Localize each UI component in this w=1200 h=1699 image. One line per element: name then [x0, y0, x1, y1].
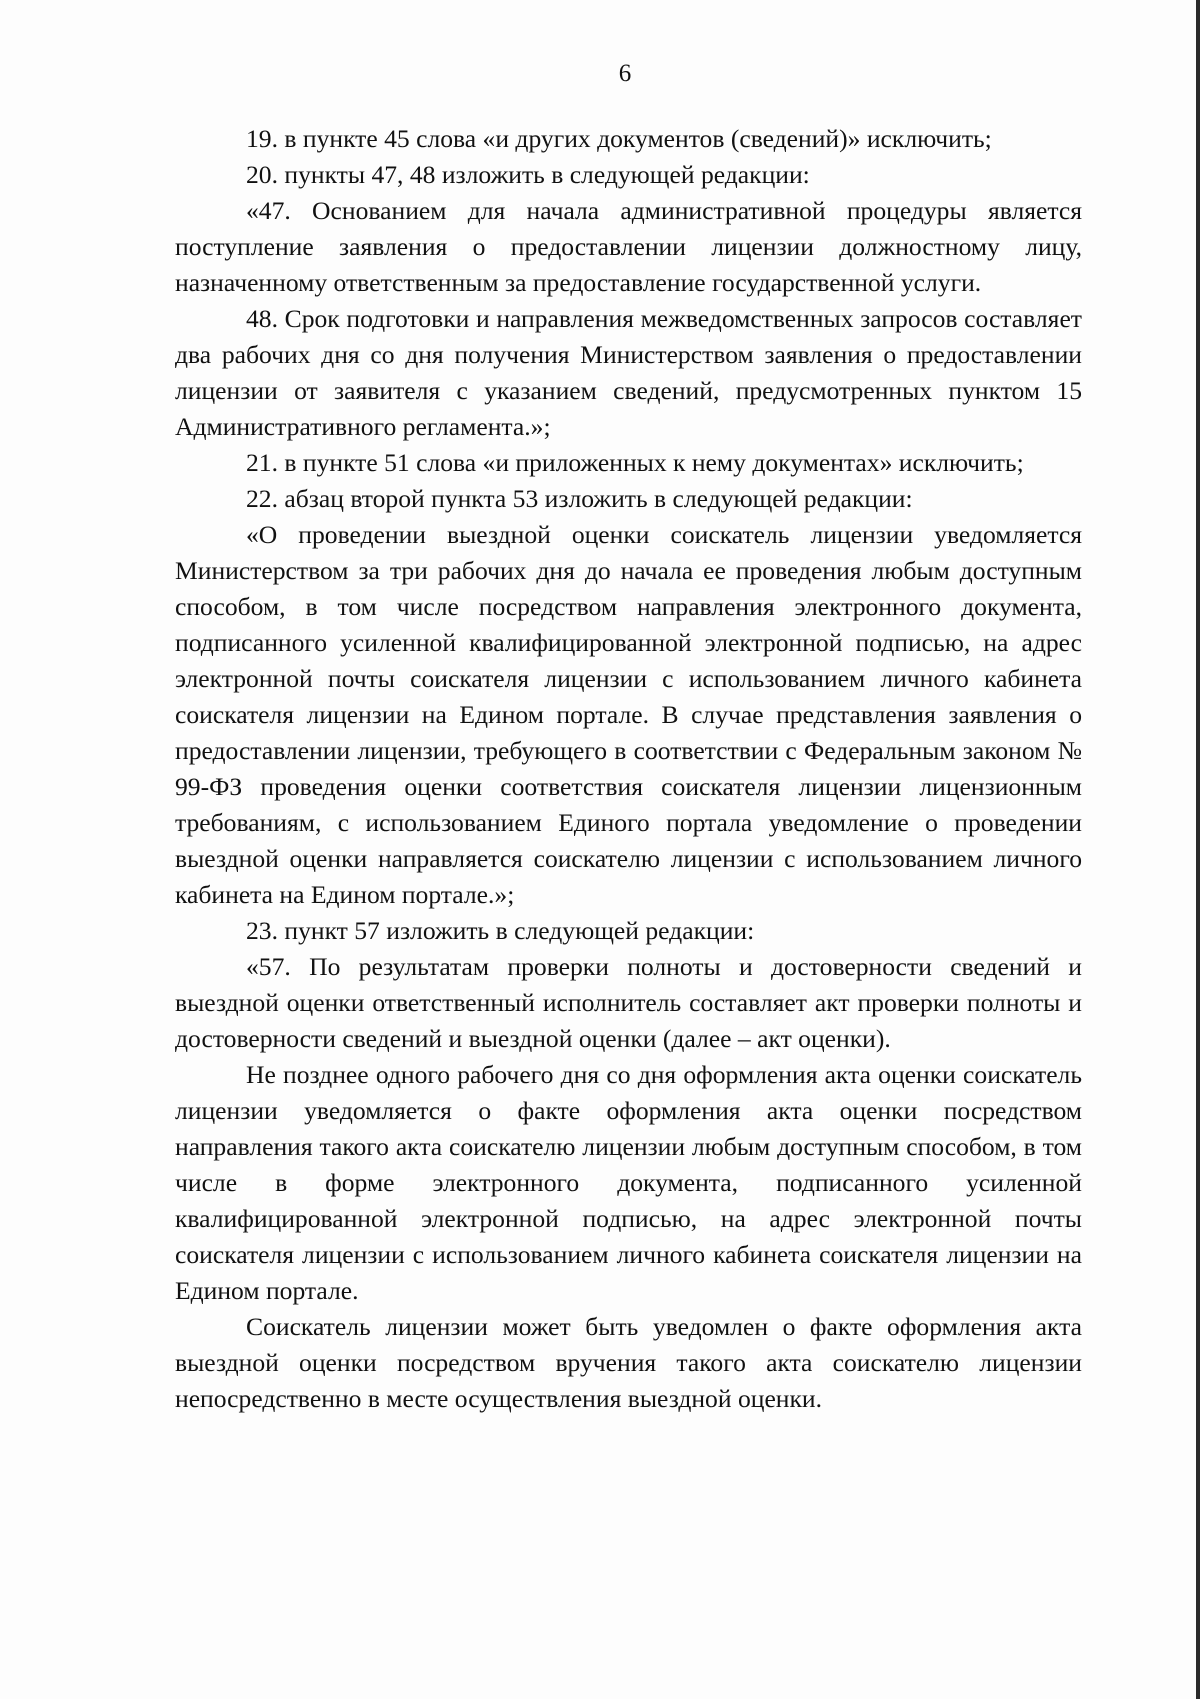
paragraph-item-23: 23. пункт 57 изложить в следующей редакции: [246, 916, 755, 945]
scan-edge-divider [1196, 0, 1200, 1699]
paragraph-item-20: 20. пункты 47, 48 изложить в следующей редакции: [246, 160, 810, 189]
paragraph-item-19: 19. в пункте 45 слова «и других документов (сведений)» исключить; [246, 124, 992, 153]
paragraph-notification: Не позднее одного рабочего дня со дня оформления акта оценки соискатель лицензии уведомляется о факте оформления акта оценки посредством направления такого акта соискателю лицензии любым доступным способом, в том числе в форме электронного документа, подписанного усиленной квалифицированной электронной подписью, на адрес электронной почты соискателя лицензии с использованием личного кабинета соискателя лицензии на Едином портале. [175, 1060, 1082, 1305]
paragraph-quote-53: «О проведении выездной оценки соискатель лицензии уведомляется Министерством за три рабочих дня до начала ее проведения любым доступным способом, в том числе посредством направления электронного документа, подписанного усиленной квалифицированной электронной подписью, на адрес электронной почты соискателя лицензии с использованием личного кабинета соискателя лицензии на Едином портале. В случае представления заявления о предоставлении лицензии, требующего в соответствии с Федеральным законом № 99-ФЗ проведения оценки соответствия соискателя лицензии лицензионным требованиям, с использованием Единого портала уведомление о проведении выездной оценки направляется соискателю лицензии с использованием личного кабинета на Едином портале.»; [175, 520, 1082, 909]
document-body [175, 121, 1082, 1417]
paragraph-delivery: Соискатель лицензии может быть уведомлен о факте оформления акта выездной оценки посредством вручения такого акта соискателю лицензии непосредственно в месте осуществления выездной оценки. [175, 1312, 1082, 1413]
paragraph-quote-47: «47. Основанием для начала административной процедуры является поступление заявления о предоставлении лицензии должностному лицу, назначенному ответственным за предоставление государственной услуги. [175, 196, 1082, 297]
paragraph-item-21: 21. в пункте 51 слова «и приложенных к нему документах» исключить; [246, 448, 1024, 477]
paragraph-item-22: 22. абзац второй пункта 53 изложить в следующей редакции: [246, 484, 913, 513]
paragraph-quote-57: «57. По результатам проверки полноты и достоверности сведений и выездной оценки ответственный исполнитель составляет акт проверки полноты и достоверности сведений и выездной оценки (далее – акт оценки). [175, 952, 1082, 1053]
paragraph-quote-48: 48. Срок подготовки и направления межведомственных запросов составляет два рабочих дня со дня получения Министерством заявления о предоставлении лицензии от заявителя с указанием сведений, предусмотренных пунктом 15 Административного регламента.»; [175, 304, 1082, 441]
page-number: 6 [618, 60, 632, 87]
